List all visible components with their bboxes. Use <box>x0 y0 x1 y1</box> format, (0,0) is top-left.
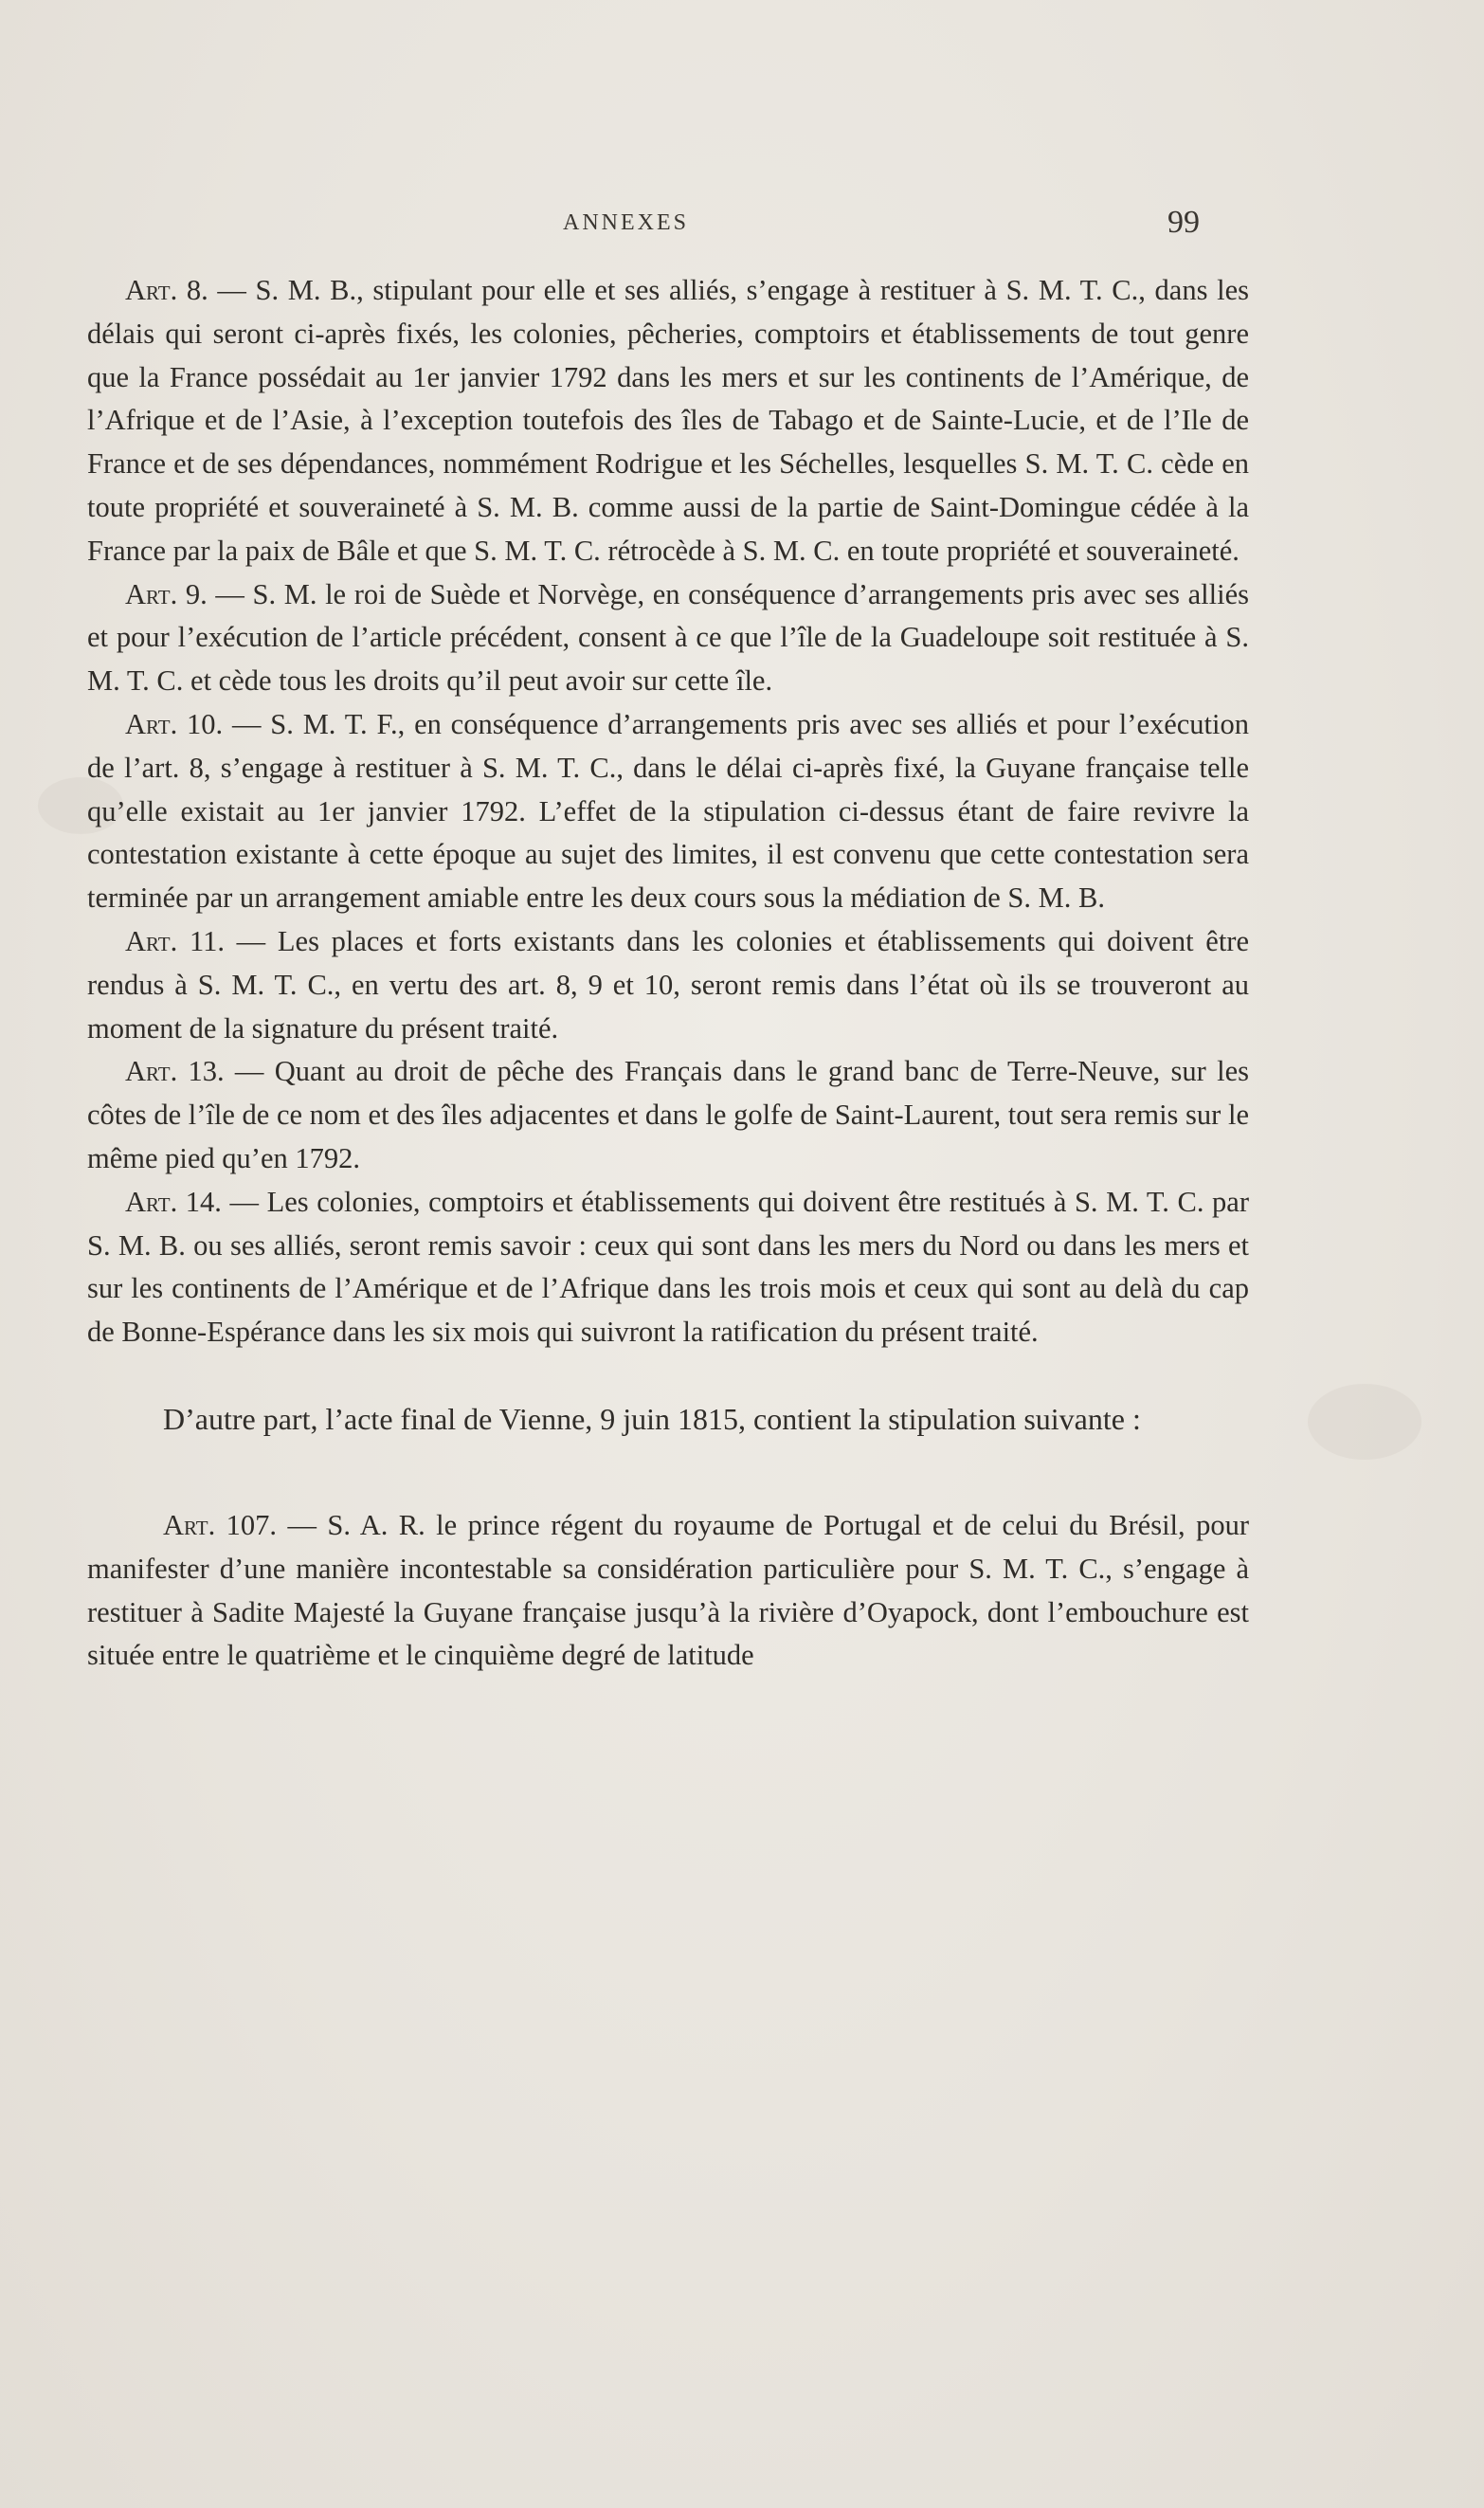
body-text <box>87 269 1249 1678</box>
paper-stain <box>1308 1384 1421 1460</box>
running-head <box>0 205 1484 248</box>
article-text: — S. A. R. le prince régent du royaume de Portugal et de celui du Brésil, pour manifester d’une manière incontestable sa considération particulière pour S. M. T. C., s’engage à restituer à Sadite Majesté la Guyane française jusqu’à la rivière d’Oyapock, dont l’embouchure est située entre le quatrième et le cinquième degré de latitude <box>87 1508 1249 1672</box>
article-text: — S. M. B., stipulant pour elle et ses alliés, s’engage à restituer à S. M. T. C., dans les délais qui seront ci-après fixés, les colonies, pêcheries, comptoirs et établissements de tout genre que la France possédait au 1er janvier 1792 dans les mers et sur les continents de l’Amérique, de l’Afrique et de l’Asie, à l’exception toutefois des îles de Tabago et de Sainte-Lucie, et de l’Ile de France et de ses dépendances, nommément Rodrigue et les Séchelles, lesquelles S. M. T. C. cède en toute propriété et souveraineté à S. M. B. comme aussi de la partie de Saint-Domingue cédée à la France par la paix de Bâle et que S. M. T. C. rétrocède à S. M. C. en toute propriété et souveraineté. <box>87 274 1249 567</box>
page-number: 99 <box>1167 205 1200 240</box>
article-label: Art. 13. <box>125 1055 225 1088</box>
article-10 <box>87 703 1249 920</box>
article-label: Art. 14. <box>125 1185 222 1218</box>
article-14 <box>87 1181 1249 1354</box>
article-label: Art. 8. <box>125 274 208 306</box>
article-label: Art. 11. <box>125 924 225 957</box>
article-text: — Quant au droit de pêche des Français dans le grand banc de Terre-Neuve, sur les côtes de l’île de ce nom et des îles adjacentes et dans le golfe de Saint-Laurent, tout sera remis sur le même pied qu’en 1792. <box>87 1055 1249 1174</box>
article-text: — Les colonies, comptoirs et établissements qui doivent être restitués à S. M. T. C. par S. M. B. ou ses alliés, seront remis savoir : ceux qui sont dans les mers du Nord ou dans les mers et sur les continents de l’Amérique et de l’Afrique dans les trois mois et ceux qui sont au delà du cap de Bonne-Espérance dans les six mois qui suivront la ratification du présent traité. <box>87 1185 1249 1349</box>
article-label: Art. 9. <box>125 577 208 610</box>
transition-paragraph: D’autre part, l’acte final de Vienne, 9 juin 1815, contient la stipulation suivante : <box>163 1401 1141 1436</box>
article-13 <box>87 1050 1249 1180</box>
article-label: Art. 107. <box>163 1508 278 1541</box>
article-text: — S. M. T. F., en conséquence d’arrangements pris avec ses alliés et pour l’exécution de l’art. 8, s’engage à restituer à S. M. T. C., dans le délai ci-après fixé, la Guyane française telle qu’elle existait au 1er janvier 1792. L’effet de la stipulation ci-dessus étant de faire revivre la contestation existante à cette époque au sujet des limites, il est convenu que cette contestation sera terminée par un arrangement amiable entre les deux cours sous la médiation de S. M. B. <box>87 707 1250 915</box>
article-8 <box>87 269 1249 573</box>
article-text: — Les places et forts existants dans les colonies et établissements qui doivent être rendus à S. M. T. C., en vertu des art. 8, 9 et 10, seront remis dans l’état où ils se trouveront au moment de la signature du présent traité. <box>87 924 1249 1045</box>
article-11 <box>87 920 1249 1050</box>
article-label: Art. 10. <box>125 707 224 740</box>
article-9 <box>87 573 1249 703</box>
article-107 <box>87 1504 1249 1678</box>
article-text: — S. M. le roi de Suède et Norvège, en conséquence d’arrangements pris avec ses alliés et pour l’exécution de l’article précédent, consent à ce que l’île de la Guadeloupe soit restituée à S. M. T. C. et cède tous les droits qu’il peut avoir sur cette île. <box>87 577 1249 698</box>
running-title: ANNEXES <box>563 210 689 235</box>
